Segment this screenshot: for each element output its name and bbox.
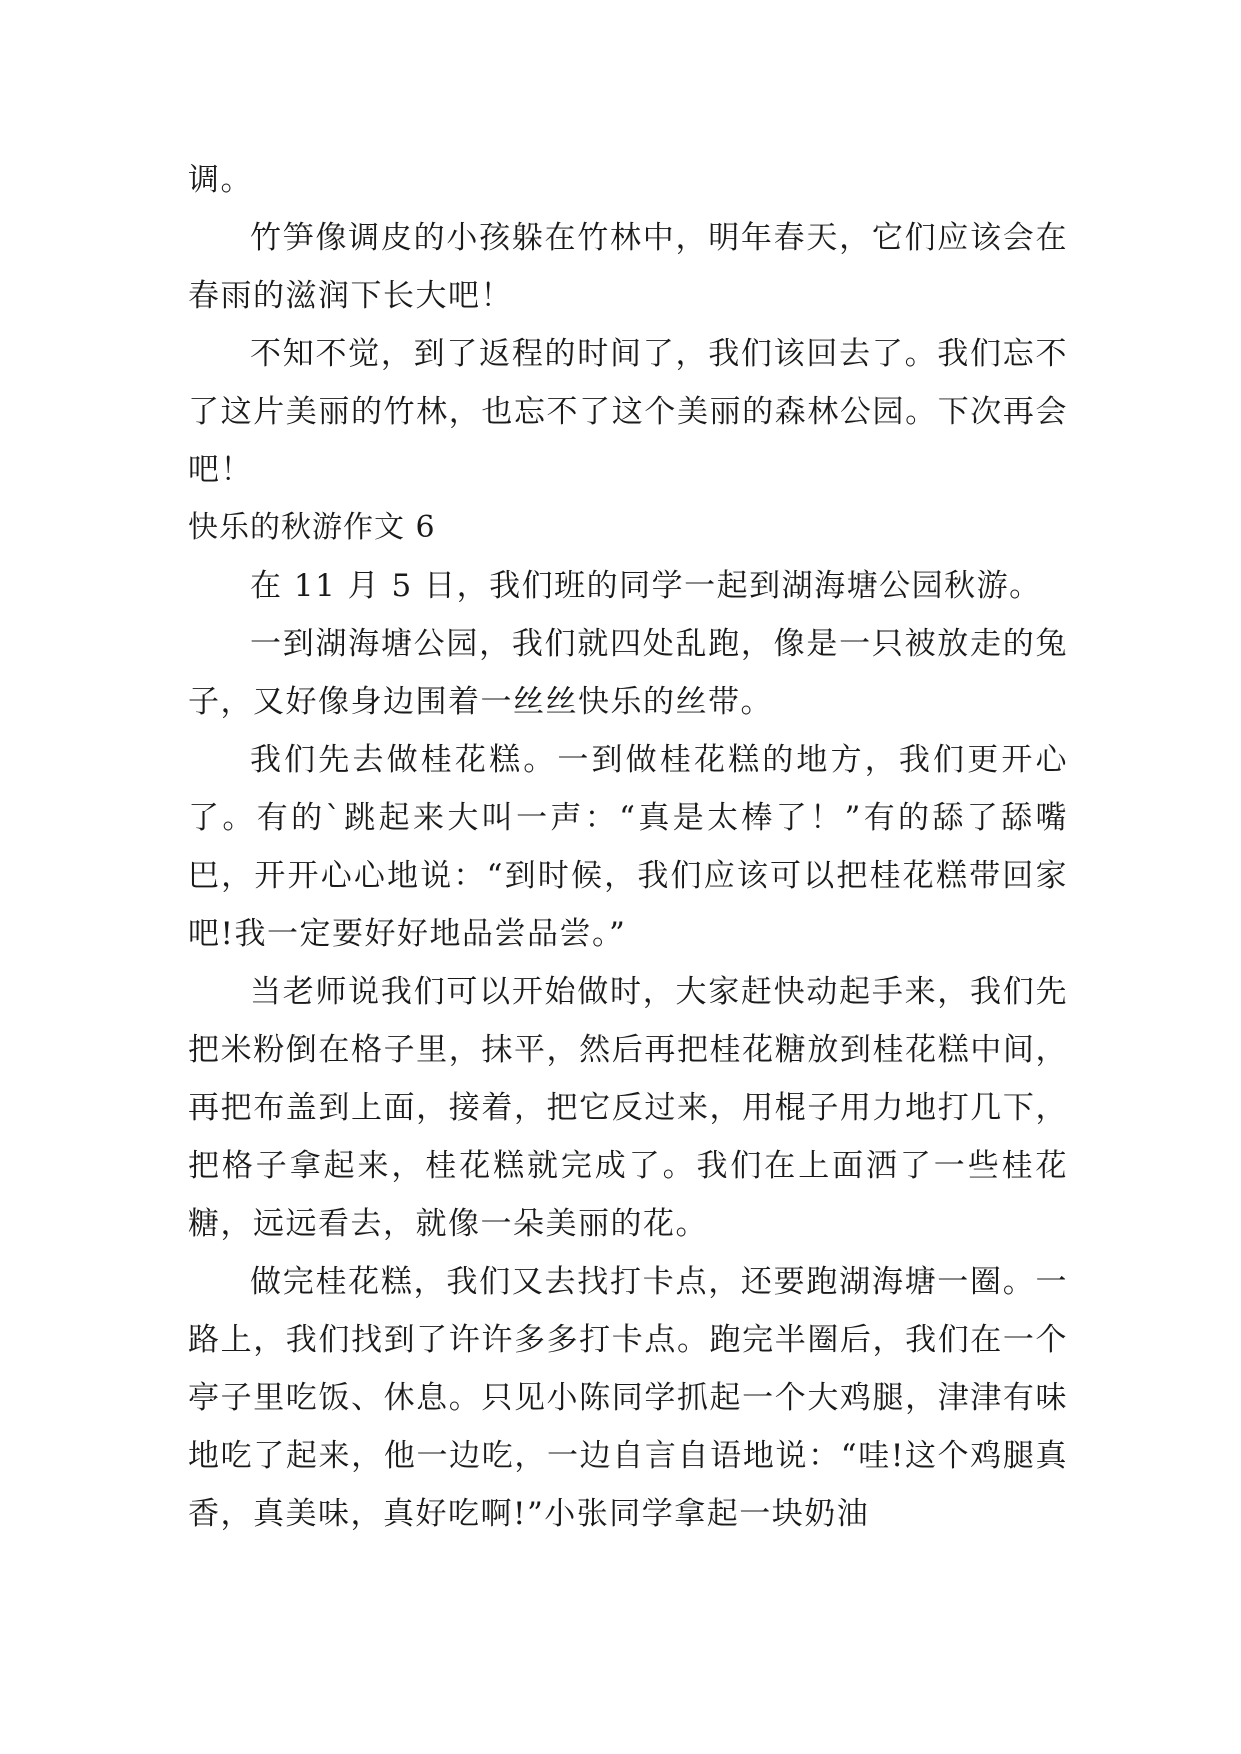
section-heading: 快乐的秋游作文 6 — [188, 510, 436, 545]
paragraph-checkpoints: 做完桂花糕，我们又去找打卡点，还要跑湖海塘一圈。一路上，我们找到了许许多多打卡点。跑完半圈后，我们在一个亭子里吃饭、休息。只见小陈同学抓起一个大鸡腿，津津有味地吃了起来，他一边吃，一边自言自语地说：“哇!这个鸡腿真香，真美味，真好吃啊!”小张同学拿起一块奶油 — [188, 1264, 1068, 1532]
paragraph-bamboo-shoots: 竹笋像调皮的小孩躲在竹林中，明年春天，它们应该会在春雨的滋润下长大吧！ — [188, 220, 1068, 314]
paragraph-making-cake: 当老师说我们可以开始做时，大家赶快动起手来，我们先把米粉倒在格子里，抹平，然后再把桂花糖放到桂花糕中间，再把布盖到上面，接着，把它反过来，用棍子用力地打几下，把格子拿起来，桂花糕就完成了。我们在上面洒了一些桂花糖，远远看去，就像一朵美丽的花。 — [188, 974, 1068, 1242]
paragraph-arrival: 一到湖海塘公园，我们就四处乱跑，像是一只被放走的兔子，又好像身边围着一丝丝快乐的丝带。 — [188, 626, 1068, 720]
paragraph-continuation: 调。 — [188, 162, 253, 198]
paragraph-return-trip: 不知不觉，到了返程的时间了，我们该回去了。我们忘不了这片美丽的竹林，也忘不了这个美丽的森林公园。下次再会吧！ — [188, 336, 1068, 488]
paragraph-osmanthus-cake: 我们先去做桂花糕。一到做桂花糕的地方，我们更开心了。有的`跳起来大叫一声：“真是太棒了！”有的舔了舔嘴巴，开开心心地说：“到时候，我们应该可以把桂花糕带回家吧!我一定要好好地品尝品尝。” — [188, 742, 1068, 952]
paragraph-date: 在 11 月 5 日，我们班的同学一起到湖海塘公园秋游。 — [250, 568, 1042, 604]
document-body — [188, 151, 1068, 1543]
